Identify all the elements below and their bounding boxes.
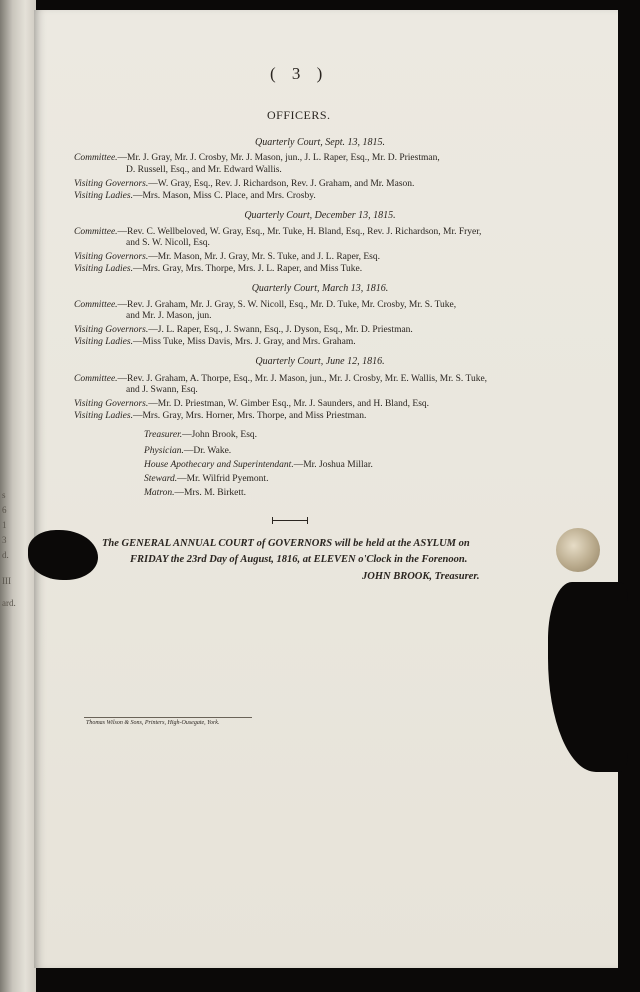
committee-entry: Committee.—Rev. J. Graham, A. Thorpe, Esq., Mr. J. Mason, jun., Mr. J. Crosby, Mr. E. Wallis, Mr. S. Tuke, (74, 374, 488, 384)
spine-mark: s (2, 490, 6, 500)
committee-entry: Committee.—Rev. C. Wellbeloved, W. Gray, Esq., Mr. Tuke, H. Bland, Esq., Rev. J. Richardson, Mr. Fryer, (74, 227, 482, 237)
notice-signature: JOHN BROOK, Treasurer. (362, 571, 480, 582)
staff-physician: Physician.—Dr. Wake. (144, 446, 232, 456)
court-date: Quarterly Court, Sept. 13, 1815. (255, 137, 385, 148)
spine-mark: ard. (2, 598, 16, 608)
staff-steward: Steward.—Mr. Wilfrid Pyemont. (144, 474, 269, 484)
committee-continuation: D. Russell, Esq., and Mr. Edward Wallis. (126, 165, 282, 175)
committee-entry: Committee.—Rev. J. Graham, Mr. J. Gray, S. W. Nicoll, Esq., Mr. D. Tuke, Mr. Crosby, Mr. S. Tuke, (74, 300, 457, 310)
spine-mark: 6 (2, 505, 7, 515)
visiting-ladies-entry: Visiting Ladies.—Mrs. Gray, Mrs. Thorpe, Mrs. J. L. Raper, and Miss Tuke. (74, 264, 363, 274)
staff-treasurer: Treasurer.—John Brook, Esq. (144, 430, 258, 440)
page-heading: OFFICERS. (267, 108, 331, 122)
wax-seal-mark (556, 528, 600, 572)
visiting-ladies-entry: Visiting Ladies.—Mrs. Gray, Mrs. Horner, Mrs. Thorpe, and Miss Priestman. (74, 411, 367, 421)
visiting-governors-entry: Visiting Governors.—Mr. D. Priestman, W. Gimber Esq., Mr. J. Saunders, and H. Bland, Esq. (74, 399, 430, 409)
section-divider (272, 520, 308, 521)
committee-continuation: and Mr. J. Mason, jun. (126, 311, 212, 321)
committee-entry: Committee.—Mr. J. Gray, Mr. J. Crosby, Mr. J. Mason, jun., J. L. Raper, Esq., Mr. D. Priestman, (74, 153, 440, 163)
printer-imprint: Thomas Wilson & Sons, Printers, High-Ousegate, York. (86, 720, 220, 726)
committee-continuation: and J. Swann, Esq. (126, 385, 198, 395)
notice-line-2: FRIDAY the 23rd Day of August, 1816, at ELEVEN o'Clock in the Forenoon. (130, 554, 468, 565)
staff-apothecary: House Apothecary and Superintendant.—Mr. Joshua Millar. (144, 460, 373, 470)
visiting-ladies-entry: Visiting Ladies.—Mrs. Mason, Miss C. Place, and Mrs. Crosby. (74, 191, 316, 201)
printer-rule (84, 717, 252, 718)
spine-mark: III (2, 576, 11, 586)
visiting-governors-entry: Visiting Governors.—W. Gray, Esq., Rev. J. Richardson, Rev. J. Graham, and Mr. Mason. (74, 179, 415, 189)
notice-line-1: The GENERAL ANNUAL COURT of GOVERNORS will be held at the ASYLUM on (102, 538, 470, 549)
visiting-ladies-entry: Visiting Ladies.—Miss Tuke, Miss Davis, Mrs. J. Gray, and Mrs. Graham. (74, 337, 356, 347)
visiting-governors-entry: Visiting Governors.—Mr. Mason, Mr. J. Gray, Mr. S. Tuke, and J. L. Raper, Esq. (74, 252, 381, 262)
court-date: Quarterly Court, December 13, 1815. (244, 210, 396, 221)
court-date: Quarterly Court, March 13, 1816. (251, 283, 389, 294)
book-spine (0, 0, 36, 992)
spine-mark: 3 (2, 535, 7, 545)
staff-matron: Matron.—Mrs. M. Birkett. (144, 488, 247, 498)
committee-continuation: and S. W. Nicoll, Esq. (126, 238, 210, 248)
spine-mark: 1 (2, 520, 7, 530)
visiting-governors-entry: Visiting Governors.—J. L. Raper, Esq., J. Swann, Esq., J. Dyson, Esq., Mr. D. Priestman. (74, 325, 413, 335)
court-date: Quarterly Court, June 12, 1816. (255, 356, 385, 367)
spine-mark: d. (2, 550, 9, 560)
page-number: ( 3 ) (270, 64, 329, 83)
